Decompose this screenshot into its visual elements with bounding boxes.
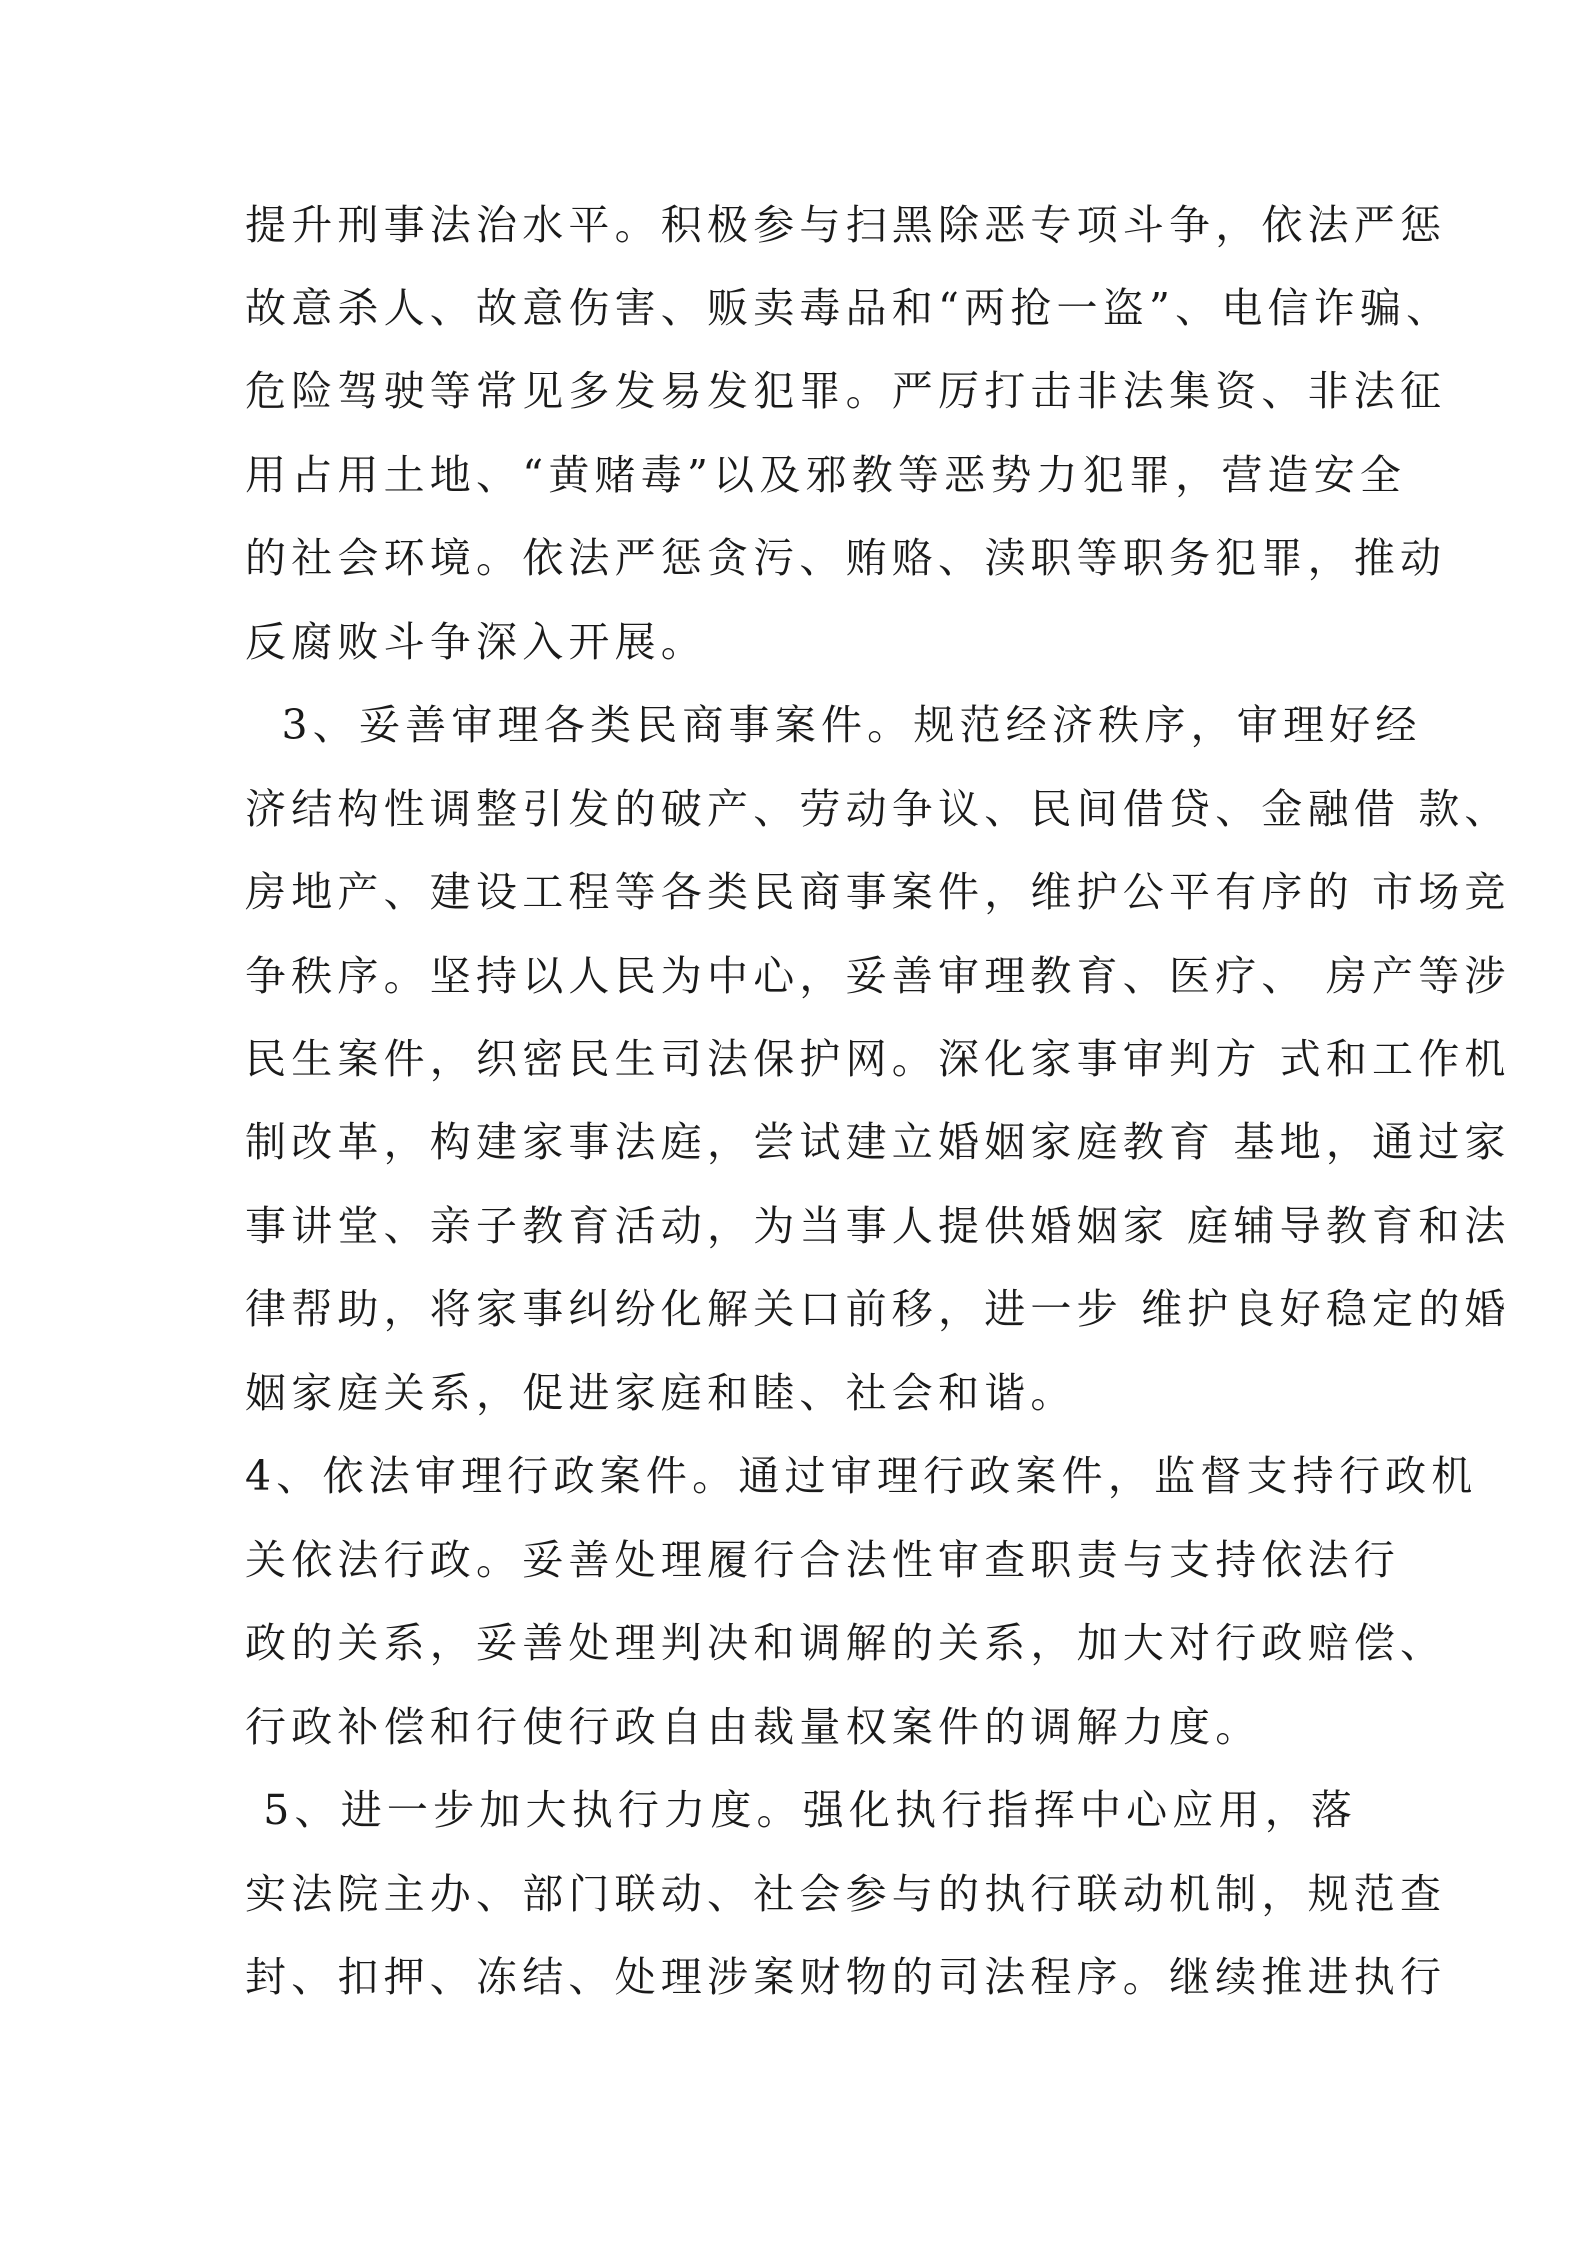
text-line: 姻家庭关系，促进家庭和睦、社会和谐。	[245, 1369, 1077, 1417]
text-line: 关依法行政。妥善处理履行合法性审查职责与支持依法行	[245, 1536, 1400, 1584]
text-line: 4、依法审理行政案件。通过审理行政案件，监督支持行政机	[245, 1452, 1478, 1500]
text-line: 用占用土地、“黄赌毒”以及邪教等恶势力犯罪，营造安全	[245, 451, 1407, 499]
text-line: 民生案件，织密民生司法保护网。深化家事审判方 式和工作机	[245, 1035, 1511, 1083]
text-line: 政的关系，妥善处理判决和调解的关系，加大对行政赔偿、	[245, 1619, 1447, 1667]
text-line: 危险驾驶等常见多发易发犯罪。严厉打击非法集资、非法征	[245, 367, 1447, 415]
text-line: 5、进一步加大执行力度。强化执行指挥中心应用，落	[245, 1786, 1358, 1834]
text-line: 行政补偿和行使行政自由裁量权案件的调解力度。	[245, 1703, 1262, 1751]
text-line: 的社会环境。依法严惩贪污、贿赂、渎职等职务犯罪，推动	[245, 534, 1447, 582]
text-line: 实法院主办、部门联动、社会参与的执行联动机制，规范查	[245, 1870, 1447, 1918]
text-line: 故意杀人、故意伤害、贩卖毒品和“两抢一盗”、电信诈骗、	[245, 284, 1453, 332]
text-line: 封、扣押、冻结、处理涉案财物的司法程序。继续推进执行	[245, 1953, 1447, 2001]
text-line: 律帮助，将家事纠纷化解关口前移，进一步 维护良好稳定的婚	[245, 1285, 1511, 1333]
text-line: 提升刑事法治水平。积极参与扫黑除恶专项斗争，依法严惩	[245, 201, 1447, 249]
text-line: 争秩序。坚持以人民为中心，妥善审理教育、医疗、 房产等涉	[245, 952, 1511, 1000]
text-line: 事讲堂、亲子教育活动，为当事人提供婚姻家 庭辅导教育和法	[245, 1202, 1511, 1250]
text-line: 房地产、建设工程等各类民商事案件，维护公平有序的 市场竞	[245, 868, 1511, 916]
text-line: 反腐败斗争深入开展。	[245, 618, 707, 666]
text-line: 3、妥善审理各类民商事案件。规范经济秩序，审理好经	[245, 701, 1422, 749]
text-line: 制改革，构建家事法庭，尝试建立婚姻家庭教育 基地，通过家	[245, 1118, 1511, 1166]
text-line: 济结构性调整引发的破产、劳动争议、民间借贷、金融借 款、	[245, 785, 1511, 833]
